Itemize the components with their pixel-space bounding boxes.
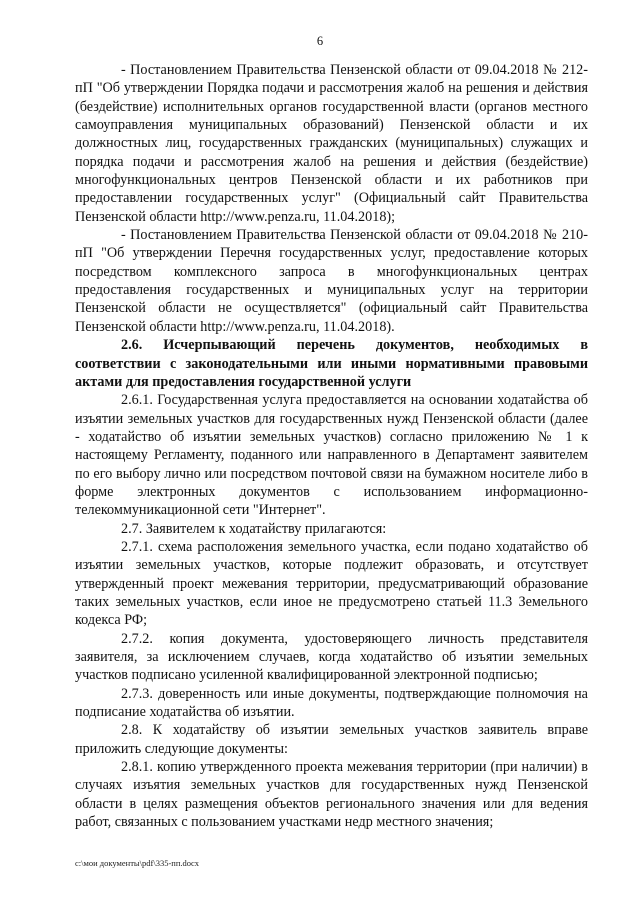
paragraph-2-7-3: 2.7.3. доверенность или иные документы, подтверждающие полномочия на подписание ходатайства об изъятии. bbox=[75, 685, 588, 721]
document-body bbox=[75, 61, 588, 831]
paragraph-resolution-212: - Постановлением Правительства Пензенской области от 09.04.2018 № 212-пП "Об утверждении Порядка подачи и рассмотрения жалоб на решения и действия (бездействие) исполнительных органов государственной власти (органов местного самоуправления муниципальных образований) Пензенской области и их должностных лиц, государственных гражданских (муниципальных) служащих и порядка подачи и рассмотрения жалоб на решения и действия (бездействие) многофункциональных центров Пензенской области и их работников при предоставлении государственных услуг" (Официальный сайт Правительства Пензенской области http://www.penza.ru, 11.04.2018); bbox=[75, 62, 588, 225]
footer-file-path: c:\мои документы\pdf\335-пп.docx bbox=[75, 858, 200, 868]
paragraph-2-8-1: 2.8.1. копию утвержденного проекта межевания территории (при наличии) в случаях изъятия земельных участков для государственных нужд Пензенской области в целях размещения объектов регионального значения или для ведения работ, связанных с пользованием участками недр местного значения; bbox=[75, 759, 588, 831]
paragraph-2-8: 2.8. К ходатайству об изъятии земельных участков заявитель вправе приложить следующие документы: bbox=[75, 722, 588, 757]
paragraph-2-7-1: 2.7.1. схема расположения земельного участка, если подано ходатайство об изъятии земельных участков, которые подлежит образовать, и отсутствует утвержденный проект межевания территории, предусматривающий образование таких земельных участков, если иное не предусмотрено статьей 11.3 Земельного кодекса РФ; bbox=[75, 538, 588, 629]
paragraph-resolution-210: - Постановлением Правительства Пензенской области от 09.04.2018 № 210-пП "Об утверждении Перечня государственных услуг, предоставление которых посредством комплексного запроса в многофункциональных центрах предоставления государственных и муниципальных услуг на территории Пензенской области не осуществляется" (официальный сайт Правительства Пензенской области http://www.penza.ru, 11.04.2018). bbox=[75, 227, 588, 335]
paragraph-2-7-2: 2.7.2. копия документа, удостоверяющего личность представителя заявителя, за исключением случаев, когда ходатайство об изъятии земельных участков подписано усиленной квалифицированной электронной подписью; bbox=[75, 630, 588, 684]
page-number: 6 bbox=[316, 34, 324, 48]
paragraph-2-7: 2.7. Заявителем к ходатайству прилагаются: bbox=[121, 520, 387, 537]
paragraph-2-6-1: 2.6.1. Государственная услуга предоставляется на основании ходатайства об изъятии земельных участков для государственных нужд Пензенской области (далее - ходатайство об изъятии земельных участков) согласно приложению № 1 к настоящему Регламенту, поданного или направленного в Департамент заявителем по его выбору лично или посредством почтовой связи на бумажном носителе либо в форме электронных документов с использованием информационно-телекоммуникационной сети "Интернет". bbox=[75, 392, 588, 519]
section-heading-2-6: 2.6. Исчерпывающий перечень документов, необходимых в соответствии с законодательными или иными нормативными правовыми актами для предоставления государственной услуги bbox=[75, 337, 588, 390]
